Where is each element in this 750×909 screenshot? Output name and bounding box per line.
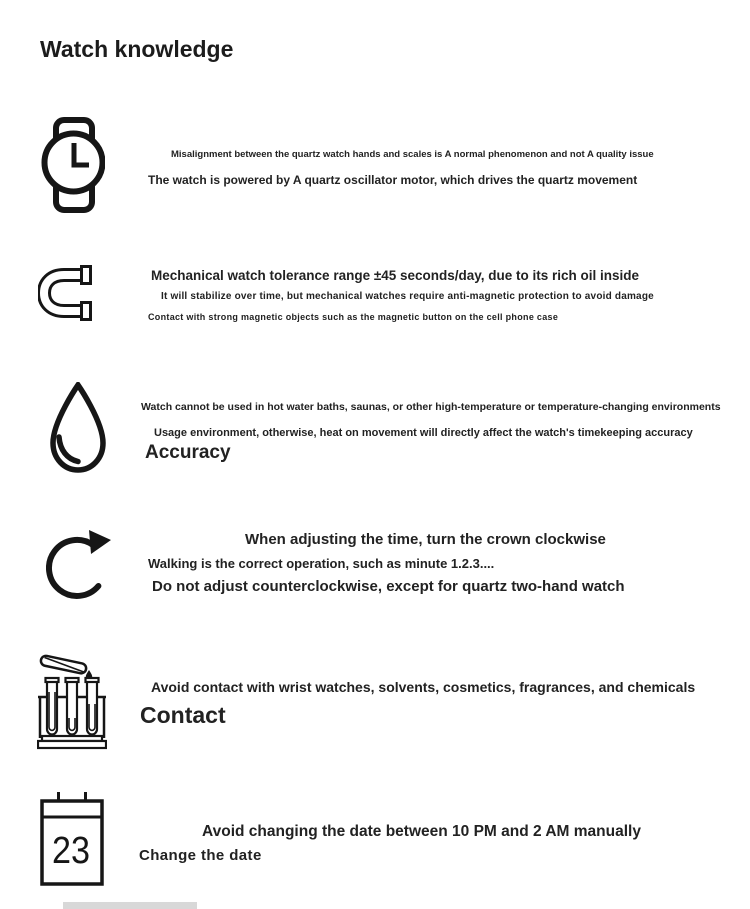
magnetic-objects-note: Contact with strong magnetic objects such as the magnetic button on the cell phone case xyxy=(148,312,559,322)
calendar-day-number: 23 xyxy=(52,830,90,872)
water-drop-icon xyxy=(47,382,109,477)
usage-environment-note: Usage environment, otherwise, heat on movement will directly affect the watch's timekeeping accuracy xyxy=(154,427,693,439)
turn-crown-note: When adjusting the time, turn the crown clockwise xyxy=(245,531,606,548)
wristwatch-icon xyxy=(33,116,105,215)
page-title: Watch knowledge xyxy=(40,36,234,62)
walking-operation-note: Walking is the correct operation, such as minute 1.2.3.... xyxy=(148,556,495,571)
cropped-next-element-edge xyxy=(63,902,197,909)
quartz-misalignment-note: Misalignment between the quartz watch hands and scales is A normal phenomenon and not A quality issue xyxy=(171,149,654,160)
change-date-heading: Change the date xyxy=(139,847,262,864)
calendar-icon xyxy=(39,791,105,887)
quartz-movement-note: The watch is powered by A quartz oscillator motor, which drives the quartz movement xyxy=(148,173,638,187)
contact-heading: Contact xyxy=(140,702,226,728)
avoid-chemicals-note: Avoid contact with wrist watches, solvents, cosmetics, fragrances, and chemicals xyxy=(151,679,696,695)
counterclockwise-warning-note: Do not adjust counterclockwise, except for quartz two-hand watch xyxy=(152,578,625,595)
accuracy-heading: Accuracy xyxy=(145,442,231,463)
clockwise-arrow-icon xyxy=(46,527,114,605)
tolerance-range-note: Mechanical watch tolerance range ±45 seconds/day, due to its rich oil inside xyxy=(151,268,640,283)
avoid-date-change-note: Avoid changing the date between 10 PM and 2 AM manually xyxy=(202,823,641,840)
hot-water-note: Watch cannot be used in hot water baths, saunas, or other high-temperature or temperature-changing environments xyxy=(141,401,721,413)
test-tubes-icon xyxy=(37,650,107,750)
anti-magnetic-note: It will stabilize over time, but mechanical watches require anti-magnetic protection to avoid damage xyxy=(161,291,654,302)
magnet-icon xyxy=(38,261,94,325)
